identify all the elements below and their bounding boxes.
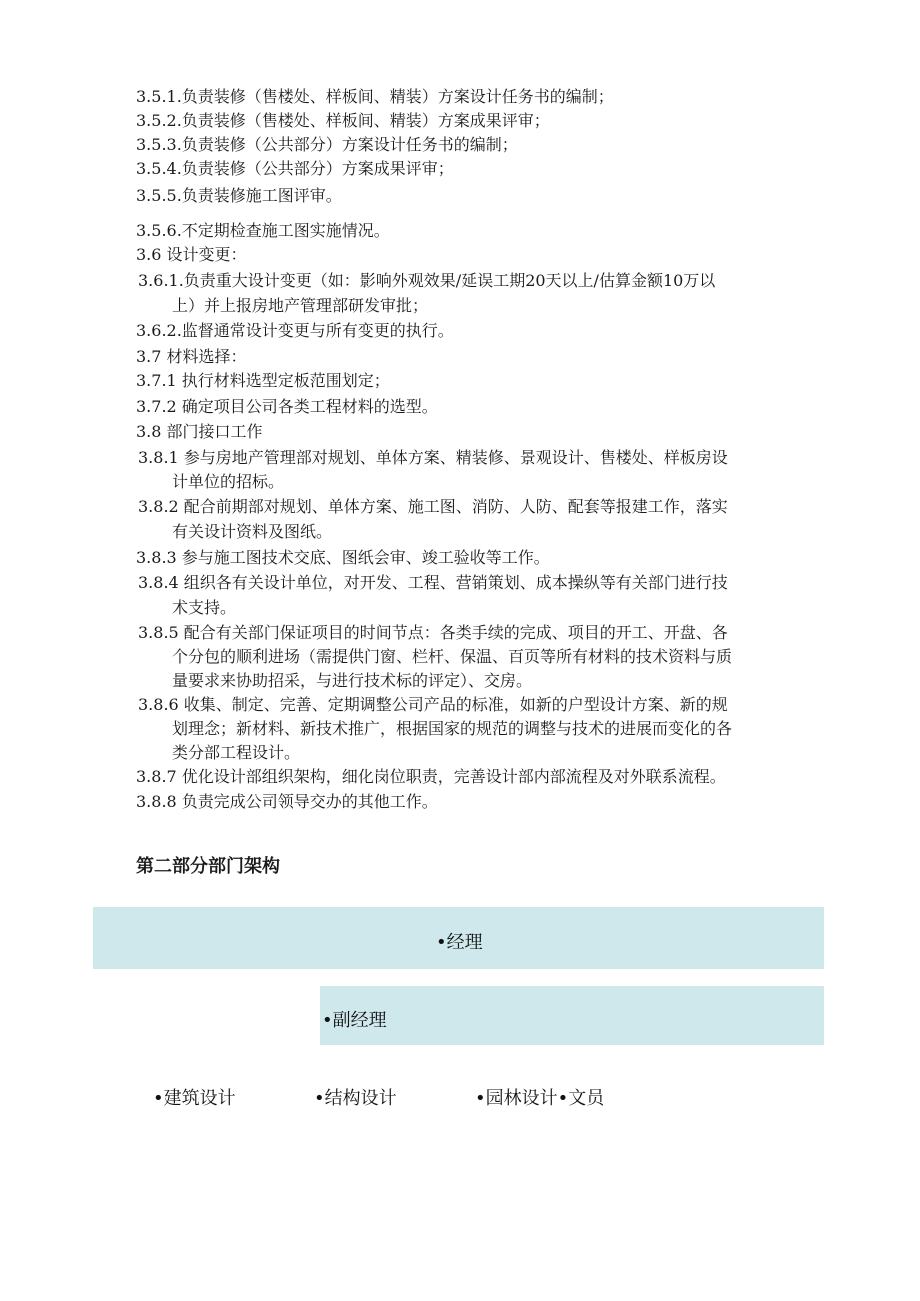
text-line-3-7-1: 3.7.1 执行材料选型定板范围划定； (136, 371, 390, 390)
text-line-3-8-5-cont2: 量要求来协助招采，与进行技术标的评定）、交房。 (172, 671, 533, 690)
text-line-3-8-2: 3.8.2 配合前期部对规划、单体方案、施工图、消防、人防、配套等报建工作，落实 (138, 497, 728, 516)
text-line-3-5-3: 3.5.3.负责装修（公共部分）方案设计任务书的编制； (136, 135, 518, 154)
text-line-3-8-2-cont: 有关设计资料及图纸。 (172, 522, 333, 541)
architecture-design-label: •建筑设计 (153, 1088, 236, 1109)
text-line-3-7: 3.7 材料选择： (136, 347, 247, 366)
text-line-3-8-4: 3.8.4 组织各有关设计单位，对开发、工程、营销策划、成本操纵等有关部门进行技 (138, 573, 728, 592)
text-line-3-5-5: 3.5.5.负责装修施工图评审。 (136, 186, 342, 205)
text-line-3-8-6: 3.8.6 收集、制定、完善、定期调整公司产品的标准，如新的户型设计方案、新的规 (138, 695, 728, 714)
text-line-3-8: 3.8 部门接口工作 (136, 422, 263, 441)
text-line-3-8-5: 3.8.5 配合有关部门保证项目的时间节点：各类手续的完成、项目的开工、开盘、各 (138, 623, 728, 642)
text-line-3-8-3: 3.8.3 参与施工图技术交底、图纸会审、竣工验收等工作。 (136, 548, 550, 567)
text-line-3-8-8: 3.8.8 负责完成公司领导交办的其他工作。 (136, 792, 438, 811)
structure-design-label: •结构设计 (314, 1088, 397, 1109)
landscape-design-clerk-label: •园林设计•文员 (475, 1088, 605, 1109)
section-title: 第二部分部门架构 (136, 856, 280, 877)
text-line-3-6-1-cont: 上）并上报房地产管理部研发审批； (172, 296, 429, 315)
manager-box (93, 907, 824, 969)
text-line-3-6-1: 3.6.1.负责重大设计变更（如：影响外观效果/延误工期20天以上/估算金额10万以 (138, 271, 716, 290)
manager-label: •经理 (436, 932, 483, 953)
text-line-3-8-1-cont: 计单位的招标。 (172, 472, 285, 491)
text-line-3-5-4: 3.5.4.负责装修（公共部分）方案成果评审； (136, 159, 454, 178)
text-line-3-6: 3.6 设计变更： (136, 245, 247, 264)
text-line-3-8-7: 3.8.7 优化设计部组织架构，细化岗位职责，完善设计部内部流程及对外联系流程。 (136, 767, 726, 786)
deputy-manager-box (320, 986, 824, 1045)
text-line-3-8-5-cont1: 个分包的顺利进场（需提供门窗、栏杆、保温、百页等所有材料的技术资料与质 (172, 647, 733, 666)
text-line-3-8-4-cont: 术支持。 (172, 598, 237, 617)
text-line-3-8-1: 3.8.1 参与房地产管理部对规划、单体方案、精装修、景观设计、售楼处、样板房设 (138, 448, 728, 467)
text-line-3-5-2: 3.5.2.负责装修（售楼处、样板间、精装）方案成果评审； (136, 111, 550, 130)
text-line-3-7-2: 3.7.2 确定项目公司各类工程材料的选型。 (136, 397, 438, 416)
text-line-3-8-6-cont2: 类分部工程设计。 (172, 743, 301, 762)
text-line-3-6-2: 3.6.2.监督通常设计变更与所有变更的执行。 (136, 321, 454, 340)
deputy-manager-label: •副经理 (322, 1010, 387, 1031)
text-line-3-5-6: 3.5.6.不定期检查施工图实施情况。 (136, 221, 390, 240)
text-line-3-5-1: 3.5.1.负责装修（售楼处、样板间、精装）方案设计任务书的编制； (136, 87, 614, 106)
text-line-3-8-6-cont1: 划理念；新材料、新技术推广，根据国家的规范的调整与技术的进展而变化的各 (172, 719, 733, 738)
